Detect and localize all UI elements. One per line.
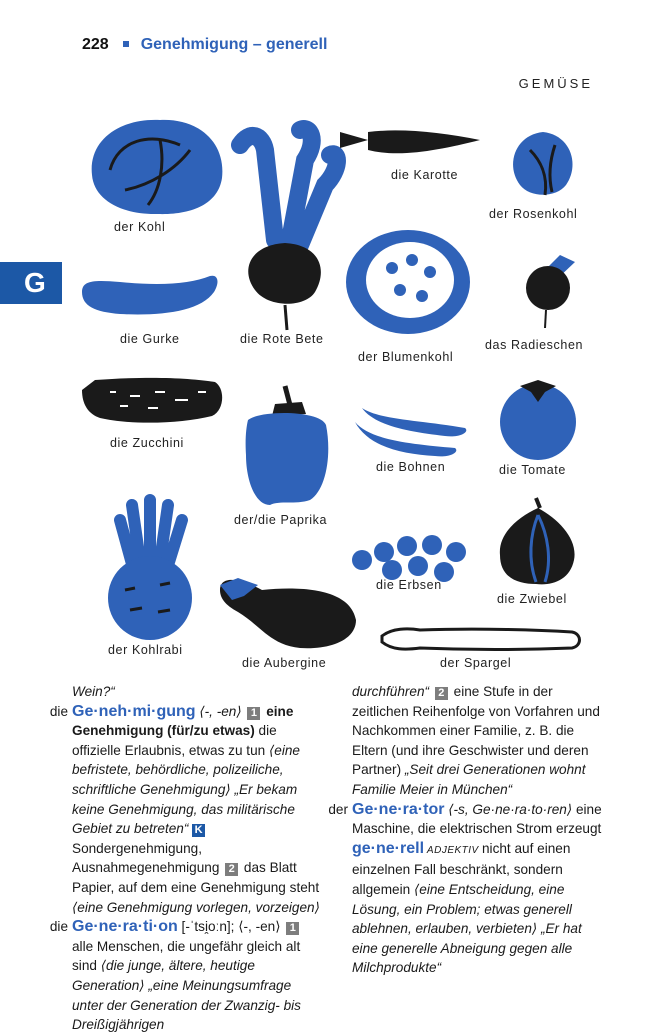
entry-generator	[328, 800, 604, 839]
onion-icon	[500, 498, 575, 584]
beetroot-icon	[240, 129, 337, 330]
cauliflower-icon	[346, 230, 470, 334]
definition: eine Stufe in der zeitlichen Reihenfolge von Vorfahren und Nachkommen einer Familie, z. B. die Eltern (und ihre Geschwister und deren Partner)	[352, 684, 600, 778]
brussels-sprout-icon	[513, 132, 572, 195]
definition: nicht auf einen einzelnen Fall beschränkt, sondern allgemein	[352, 840, 571, 897]
peas-icon	[352, 535, 466, 582]
label-gurke: die Gurke	[120, 332, 180, 346]
compound-marker: K	[192, 824, 205, 837]
definition: das Blatt Papier, auf dem eine Genehmigung steht	[72, 860, 320, 895]
label-erbsen: die Erbsen	[376, 578, 442, 592]
examples: ⟨die junge, ältere, heutige Generation⟩ „eine Meinungsumfrage unter der Generation der Zwanzig- bis Dreißigjährigen	[72, 958, 301, 1033]
label-bohnen: die Bohnen	[376, 460, 446, 474]
label-blumenkohl: der Blumenkohl	[358, 350, 454, 364]
article: die	[49, 919, 68, 935]
sense-phrase: eine Genehmigung (für/zu etwas)	[72, 703, 294, 739]
label-kohlrabi: der Kohlrabi	[108, 643, 183, 657]
dictionary-column-right	[328, 682, 604, 978]
page-number: 228	[82, 36, 109, 53]
label-kohl: der Kohl	[114, 220, 166, 234]
examples: ⟨eine befristete, behördliche, polizeiliche, schriftliche Genehmigung⟩ „Er bekam keine Genehmigung, das militärische Gebiet zu betreten“	[72, 742, 300, 837]
entry-generell	[352, 839, 604, 978]
headword: Ge·ne·ra·tor	[352, 800, 445, 818]
part-of-speech: ADJEKTIV	[424, 844, 482, 856]
section-title: GEMÜSE	[518, 76, 593, 91]
page-title: Genehmigung – generell	[140, 36, 328, 53]
label-karotte: die Karotte	[391, 168, 459, 182]
entry-generation-continued	[352, 682, 604, 800]
sense-number: 2	[225, 863, 238, 876]
sense-number: 1	[247, 707, 260, 720]
carrot-icon	[340, 130, 480, 153]
sense-number: 1	[286, 922, 299, 935]
zucchini-icon	[82, 378, 222, 423]
article: die	[49, 703, 68, 719]
label-radieschen: das Radieschen	[485, 338, 584, 352]
kohlrabi-icon	[108, 500, 192, 640]
definition: alle Menschen, die ungefähr gleich alt sind	[72, 938, 301, 974]
label-rote-bete: die Rote Bete	[240, 332, 324, 346]
headword: Ge·neh·mi·gung	[72, 702, 196, 720]
article: der	[328, 801, 348, 817]
cucumber-icon	[82, 276, 217, 315]
dictionary-column-left	[49, 682, 324, 1035]
grammar-info: [-ˈtsi̯oːn]; ⟨-, -en⟩	[177, 919, 285, 935]
examples: ⟨eine Genehmigung vorlegen, vorzeigen⟩	[72, 899, 320, 915]
label-zucchini: die Zucchini	[110, 436, 184, 450]
grammar-info: ⟨-s, Ge·ne·ra·to·ren⟩	[444, 801, 576, 817]
definition: eine Maschine, die elektrischen Strom erzeugt	[352, 801, 602, 837]
beans-icon	[355, 408, 466, 456]
bell-pepper-icon	[246, 386, 329, 505]
sense-number: 2	[435, 687, 448, 700]
headword: Ge·ne·ra·ti·on	[72, 918, 178, 936]
label-aubergine: die Aubergine	[242, 656, 327, 670]
examples: durchführen“	[352, 684, 433, 699]
entry-generation	[49, 917, 324, 1035]
headword: ge·ne·rell	[352, 839, 425, 857]
label-zwiebel: die Zwiebel	[497, 592, 567, 606]
radish-icon	[526, 255, 575, 328]
label-rosenkohl: der Rosenkohl	[489, 207, 578, 221]
eggplant-icon	[220, 578, 356, 648]
letter-tab: G	[0, 262, 62, 304]
examples: „Seit drei Generationen wohnt Familie Meier in München“	[352, 762, 586, 797]
entry-genehmigung	[49, 702, 324, 918]
continued-text: Wein?“	[72, 684, 115, 699]
asparagus-icon	[382, 629, 580, 650]
cabbage-icon	[92, 120, 223, 214]
compounds: Sondergenehmigung, Ausnahmegenehmigung	[72, 840, 224, 876]
grammar-info: ⟨-, -en⟩	[195, 703, 246, 719]
label-spargel: der Spargel	[440, 656, 512, 670]
definition: die offizielle Erlaubnis, etwas zu tun	[72, 723, 277, 758]
label-tomate: die Tomate	[499, 463, 566, 477]
examples: ⟨eine Entscheidung, eine Lösung, ein Problem; etwas generell ablehnen, erlauben, verbieten⟩ „Er hat eine generelle Abneigung gegen alle Milchprodukte“	[352, 881, 582, 976]
label-paprika: der/die Paprika	[234, 513, 328, 527]
tomato-icon	[500, 380, 576, 460]
